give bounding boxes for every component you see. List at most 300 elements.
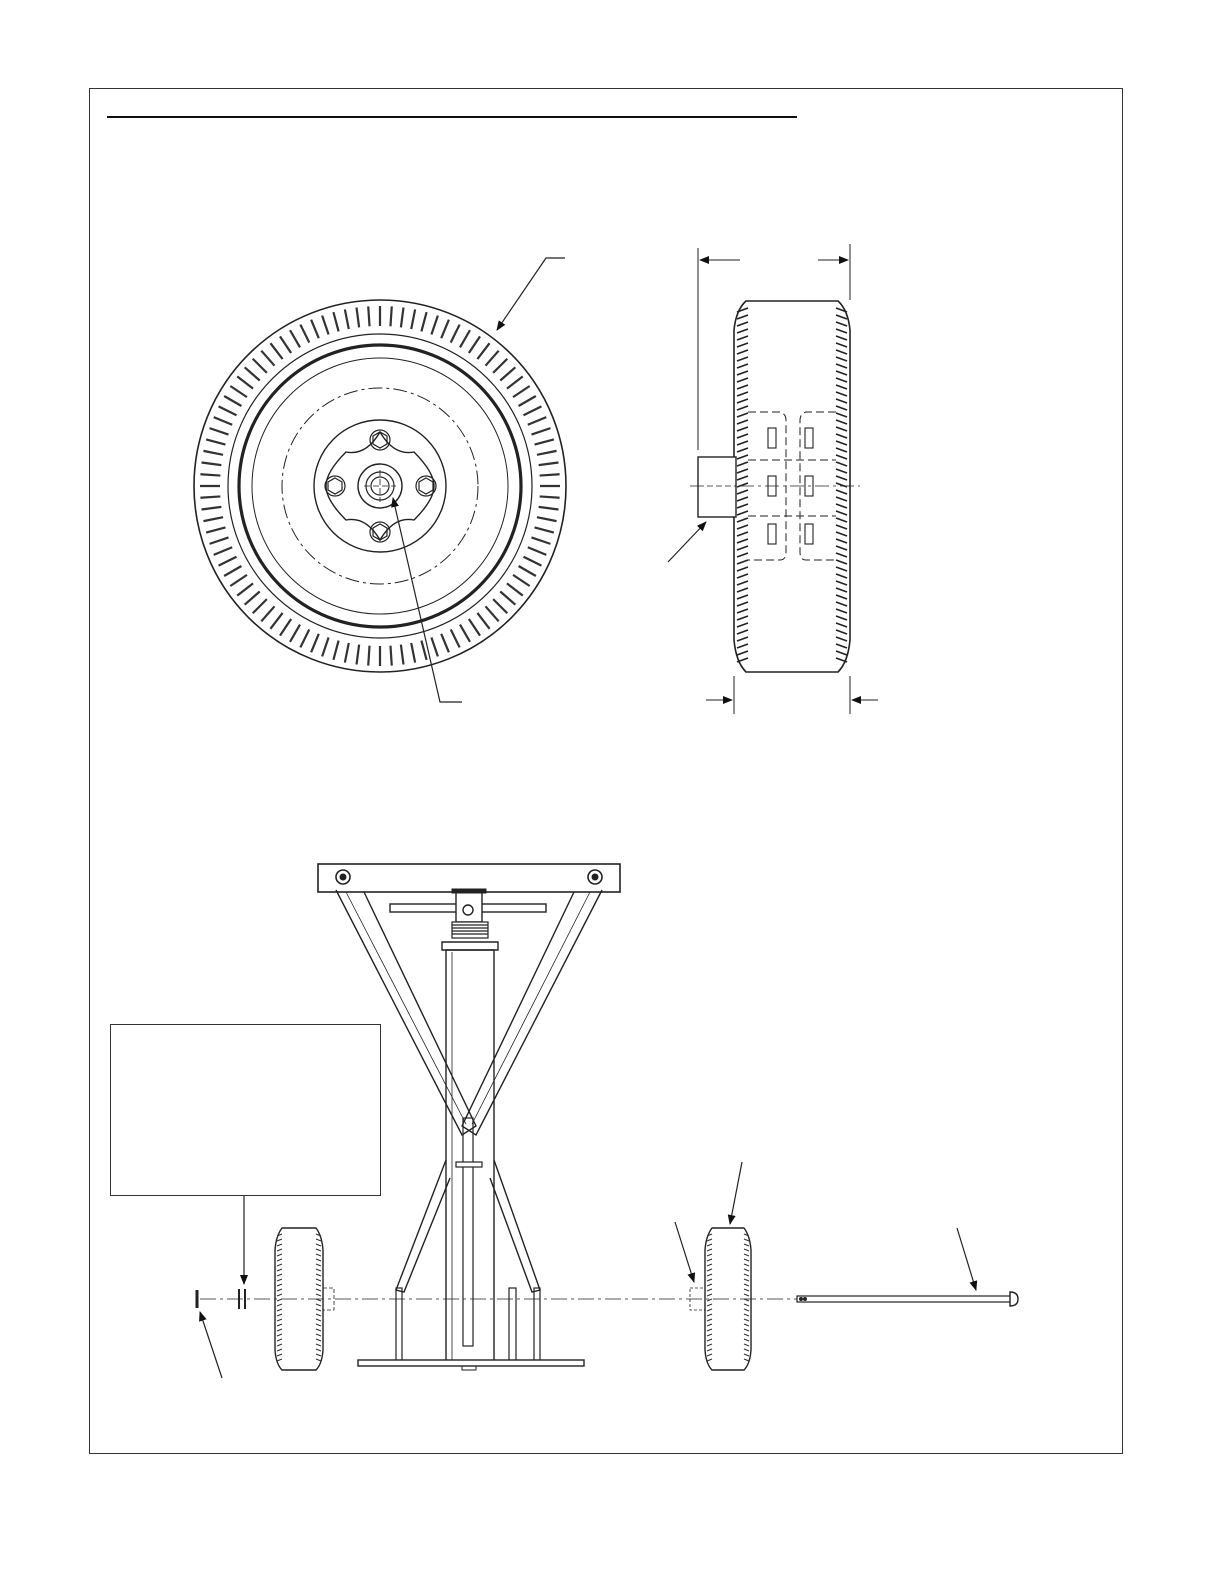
hub-outer — [314, 420, 446, 552]
wheel-tread-groove — [316, 1359, 321, 1361]
wheel-tread-groove — [277, 1289, 282, 1291]
tread-groove — [485, 351, 498, 366]
wheel-tread-groove — [707, 1239, 712, 1241]
side-tread-groove — [836, 644, 847, 648]
wheel-tread-groove — [316, 1254, 321, 1256]
tread-groove — [261, 606, 274, 621]
side-tread-groove — [836, 399, 847, 403]
wheel-tread-groove — [707, 1259, 712, 1261]
tread-groove — [311, 320, 319, 338]
tread-groove — [528, 417, 546, 425]
bushing-leader — [668, 522, 706, 562]
wheel-tread-groove — [707, 1289, 712, 1291]
wheel-tread-groove — [277, 1344, 282, 1346]
side-tread-groove — [737, 560, 748, 564]
side-tread-groove — [737, 644, 748, 648]
tread-groove — [535, 527, 554, 532]
tread-groove — [245, 591, 260, 604]
side-tread-groove — [836, 385, 847, 389]
tread-groove — [333, 641, 338, 660]
base-plate — [358, 1360, 584, 1366]
wheel-tread-groove — [277, 1314, 282, 1316]
wheel-tread-groove — [316, 1289, 321, 1291]
side-tread-groove — [836, 595, 847, 599]
tread-groove — [540, 474, 560, 475]
wheel-tread-groove — [316, 1249, 321, 1251]
wheel-tread-groove — [744, 1314, 749, 1316]
side-tread-groove — [836, 539, 847, 543]
side-tread-groove — [836, 511, 847, 515]
side-tread-groove — [836, 406, 847, 410]
wheel-tread-groove — [744, 1249, 749, 1251]
side-tread-groove — [737, 651, 748, 655]
tread-groove — [431, 316, 437, 335]
tread-groove — [460, 625, 470, 642]
tire-inner-edge — [228, 334, 532, 638]
side-tread-groove — [836, 609, 847, 613]
wheel-tread-groove — [277, 1334, 282, 1336]
side-tread-groove — [737, 539, 748, 543]
side-tread-groove — [836, 525, 847, 529]
crank-head — [456, 892, 482, 922]
side-tread-groove — [836, 651, 847, 655]
tire-side-profile — [734, 301, 850, 672]
side-tread-groove — [836, 371, 847, 375]
side-tread-groove — [737, 602, 748, 606]
side-tread-groove — [737, 595, 748, 599]
wheel-tread-groove — [277, 1329, 282, 1331]
wheel-tread-groove — [316, 1269, 321, 1271]
tread-groove — [539, 463, 559, 466]
tread-groove — [469, 336, 480, 353]
wheel-tread-groove — [744, 1349, 749, 1351]
tread-groove — [311, 634, 319, 652]
wheel-tread-groove — [316, 1264, 321, 1266]
wheel-tread-groove — [744, 1304, 749, 1306]
wheel-tread-groove — [277, 1354, 282, 1356]
tread-groove — [513, 386, 530, 397]
side-tread-groove — [836, 553, 847, 557]
wheel-tread-groove — [316, 1329, 321, 1331]
wheel-tread-groove — [316, 1239, 321, 1241]
side-tread-groove — [737, 504, 748, 508]
side-tread-groove — [836, 350, 847, 354]
side-tread-groove — [836, 469, 847, 473]
wheel-tread-groove — [277, 1324, 282, 1326]
tread-groove — [245, 367, 260, 380]
wheel-tread-groove — [744, 1264, 749, 1266]
tread-groove — [421, 312, 426, 331]
side-tread-groove — [836, 462, 847, 466]
side-tread-groove — [836, 581, 847, 585]
wheel-tread-groove — [316, 1284, 321, 1286]
hub-bolt — [416, 476, 436, 496]
side-tread-groove — [737, 343, 748, 347]
wheel-tread-groove — [707, 1254, 712, 1256]
side-tread-groove — [737, 420, 748, 424]
side-tread-groove — [836, 504, 847, 508]
wheel-tread-groove — [277, 1304, 282, 1306]
side-tread-groove — [737, 581, 748, 585]
side-tread-groove — [836, 532, 847, 536]
side-tread-groove — [836, 434, 847, 438]
side-tread-groove — [737, 616, 748, 620]
tire-tread — [200, 306, 560, 666]
wheel-tread-groove — [707, 1269, 712, 1271]
tread-groove — [532, 428, 551, 434]
tread-groove — [357, 645, 360, 665]
rim-inner — [252, 358, 508, 614]
tread-groove — [261, 351, 274, 366]
wheel-tread-groove — [277, 1239, 282, 1241]
tread-groove — [214, 547, 232, 555]
side-tread-groove — [836, 637, 847, 641]
tread-groove — [411, 643, 415, 663]
wheel-tread-groove — [707, 1334, 712, 1336]
side-tread-groove — [737, 385, 748, 389]
side-tread-groove — [836, 476, 847, 480]
wheel-tread-groove — [707, 1339, 712, 1341]
wheel-tread-groove — [707, 1319, 712, 1321]
side-tread-groove — [737, 476, 748, 480]
wheel-tread-groove — [277, 1309, 282, 1311]
side-tread-groove — [737, 630, 748, 634]
tread-groove — [537, 451, 557, 455]
wheel-leader — [730, 1162, 742, 1224]
side-tread-groove — [737, 336, 748, 340]
tread-groove — [219, 557, 237, 566]
side-tread-groove — [737, 448, 748, 452]
tread-groove — [280, 619, 291, 636]
side-tread-groove — [737, 413, 748, 417]
wheel-tread-groove — [316, 1349, 321, 1351]
tread-groove — [441, 320, 449, 338]
wheel-tread-groove — [707, 1284, 712, 1286]
tire-side-tread — [737, 308, 847, 662]
tread-groove — [532, 537, 551, 543]
tread-groove — [451, 629, 460, 647]
side-tread-groove — [737, 469, 748, 473]
wheel-tread-groove — [277, 1264, 282, 1266]
side-tread-groove — [836, 448, 847, 452]
tread-groove — [203, 517, 223, 521]
tread-groove — [253, 359, 267, 373]
side-tread-groove — [836, 441, 847, 445]
tread-groove — [237, 583, 253, 595]
side-tread-groove — [737, 532, 748, 536]
jack-column — [446, 950, 494, 1365]
wheel-tread-groove — [277, 1284, 282, 1286]
tread-groove — [539, 507, 559, 510]
wheel-tread-groove — [707, 1359, 712, 1361]
tread-groove — [390, 646, 391, 666]
wheel-tread-groove — [707, 1354, 712, 1356]
wheel-tread-groove — [277, 1269, 282, 1271]
spacer-leader — [675, 1222, 694, 1282]
wheel-tread-groove — [744, 1354, 749, 1356]
tread-groove — [333, 312, 338, 331]
axle-pin-leader — [957, 1228, 976, 1290]
wheel-tread-groove — [707, 1274, 712, 1276]
wheel-tread-groove — [277, 1249, 282, 1251]
hub-bolt — [325, 476, 345, 496]
side-tread-groove — [737, 364, 748, 368]
tread-groove — [519, 396, 536, 406]
side-tread-groove — [836, 560, 847, 564]
tread-groove — [300, 325, 309, 343]
axle-bushing — [698, 457, 736, 517]
tread-groove — [513, 575, 530, 586]
tread-groove — [270, 343, 282, 359]
tread-groove — [203, 451, 223, 455]
tread-groove — [390, 306, 391, 326]
wheel-tread-groove — [316, 1354, 321, 1356]
side-tread-groove — [737, 623, 748, 627]
tread-groove — [202, 507, 222, 510]
wheel-tread-groove — [744, 1344, 749, 1346]
wheel-tread-groove — [277, 1299, 282, 1301]
wheel-tread-groove — [744, 1244, 749, 1246]
tire-leader — [497, 258, 565, 330]
tread-groove — [441, 634, 449, 652]
hub-leader — [393, 498, 462, 702]
tire-outer — [194, 300, 566, 672]
wheel-tread-groove — [277, 1254, 282, 1256]
wheel-tread-groove — [744, 1289, 749, 1291]
side-tread-groove — [737, 546, 748, 550]
brace-left — [396, 1160, 450, 1292]
wheel-tread-groove — [277, 1294, 282, 1296]
wheel-tread-groove — [316, 1344, 321, 1346]
tread-groove — [270, 613, 282, 629]
wheel-tread-groove — [316, 1334, 321, 1336]
tread-groove — [368, 306, 369, 326]
tread-groove — [421, 641, 426, 660]
wheel-tread-groove — [744, 1319, 749, 1321]
tread-groove — [460, 330, 470, 347]
clip-leader — [200, 1312, 222, 1378]
side-tread-groove — [836, 336, 847, 340]
tread-groove — [224, 396, 241, 406]
wheel-tread-groove — [744, 1254, 749, 1256]
side-tread-groove — [737, 371, 748, 375]
wheel-tread-groove — [744, 1269, 749, 1271]
wheel-tread-groove — [744, 1239, 749, 1241]
tread-groove — [206, 439, 225, 444]
wheel-tread-groove — [316, 1309, 321, 1311]
wheel-tread-groove — [707, 1309, 712, 1311]
jack-exploded-view — [197, 864, 1018, 1378]
wheel-tread-groove — [744, 1339, 749, 1341]
tread-groove — [206, 527, 225, 532]
wheel-tread-groove — [316, 1294, 321, 1296]
tread-groove — [357, 308, 360, 328]
side-tread-groove — [737, 399, 748, 403]
tread-groove — [500, 591, 515, 604]
wheel-tread-groove — [744, 1274, 749, 1276]
tread-groove — [230, 386, 247, 397]
tread-groove — [523, 557, 541, 566]
screw-thread — [452, 922, 488, 938]
wheel-tread-groove — [707, 1304, 712, 1306]
tread-groove — [202, 463, 222, 466]
side-tread-groove — [836, 546, 847, 550]
wheel-tread-groove — [277, 1259, 282, 1261]
tread-groove — [523, 406, 541, 415]
side-tread-groove — [737, 434, 748, 438]
wheel-tread-groove — [277, 1274, 282, 1276]
side-tread-groove — [836, 490, 847, 494]
wheel-tread-groove — [277, 1339, 282, 1341]
tread-groove — [322, 638, 328, 657]
tread-groove — [290, 625, 300, 642]
side-tread-groove — [836, 602, 847, 606]
side-tread-groove — [836, 413, 847, 417]
tread-groove — [493, 599, 507, 613]
side-tread-groove — [836, 357, 847, 361]
tread-groove — [210, 537, 229, 543]
wheel-tread-groove — [277, 1359, 282, 1361]
wheel-tread-groove — [707, 1324, 712, 1326]
side-tread-groove — [737, 511, 748, 515]
tread-groove — [431, 638, 437, 657]
side-tread-groove — [737, 455, 748, 459]
side-tread-groove — [836, 329, 847, 333]
tread-groove — [230, 575, 247, 586]
tread-groove — [290, 330, 300, 347]
side-tread-groove — [836, 343, 847, 347]
side-tread-groove — [836, 623, 847, 627]
tread-groove — [485, 606, 498, 621]
wheel-tread-groove — [744, 1279, 749, 1281]
side-tread-groove — [836, 315, 847, 319]
wheel-tread-groove — [744, 1259, 749, 1261]
side-tread-groove — [737, 427, 748, 431]
tread-groove — [237, 376, 253, 388]
tread-groove — [219, 406, 237, 415]
side-tread-groove — [737, 441, 748, 445]
tread-groove — [345, 643, 349, 663]
tread-groove — [253, 599, 267, 613]
wheel-tread-groove — [316, 1259, 321, 1261]
tread-groove — [401, 308, 404, 328]
tread-groove — [535, 439, 554, 444]
wheel-tread-groove — [277, 1244, 282, 1246]
wheel-tread-groove — [744, 1329, 749, 1331]
side-tread-groove — [737, 350, 748, 354]
side-tread-groove — [836, 322, 847, 326]
wheel-tread-groove — [316, 1244, 321, 1246]
wheel-tread-groove — [316, 1304, 321, 1306]
side-tread-groove — [737, 637, 748, 641]
side-tread-groove — [836, 392, 847, 396]
side-tread-groove — [836, 630, 847, 634]
wheel-tread-groove — [277, 1319, 282, 1321]
wheel-tread-groove — [744, 1334, 749, 1336]
side-tread-groove — [737, 525, 748, 529]
rim-outer — [239, 345, 521, 627]
wheel-tread-groove — [707, 1249, 712, 1251]
rim-dashed — [282, 388, 478, 584]
side-tread-groove — [737, 378, 748, 382]
side-tread-groove — [737, 406, 748, 410]
tread-groove — [451, 325, 460, 343]
side-tread-groove — [836, 378, 847, 382]
wheel-tread-groove — [707, 1264, 712, 1266]
side-tread-groove — [836, 497, 847, 501]
tread-groove — [210, 428, 229, 434]
wheel-tread-groove — [707, 1314, 712, 1316]
axle-pin — [797, 1296, 1011, 1302]
side-tread-groove — [737, 357, 748, 361]
wheel-tread-groove — [277, 1349, 282, 1351]
tread-groove — [200, 474, 220, 475]
wheel-tread-groove — [707, 1349, 712, 1351]
lock-pin — [456, 1162, 482, 1167]
tread-groove — [368, 646, 369, 666]
jack-column-top — [442, 942, 498, 950]
wheel-tread-groove — [277, 1279, 282, 1281]
side-tread-groove — [737, 315, 748, 319]
wheel-tread-groove — [316, 1324, 321, 1326]
side-tread-groove — [737, 588, 748, 592]
axle-bore-mid — [366, 472, 394, 500]
wheel-tread-groove — [744, 1294, 749, 1296]
side-tread-groove — [836, 588, 847, 592]
wheel-tread-groove — [316, 1314, 321, 1316]
side-tread-groove — [836, 420, 847, 424]
tread-groove — [528, 547, 546, 555]
wheel-tread-groove — [707, 1329, 712, 1331]
side-tread-groove — [737, 490, 748, 494]
side-tread-groove — [737, 553, 748, 557]
side-tread-groove — [737, 567, 748, 571]
side-tread-groove — [836, 616, 847, 620]
tread-groove — [493, 359, 507, 373]
wheel-tread-groove — [744, 1309, 749, 1311]
tread-groove — [411, 309, 415, 329]
column-slot — [463, 1118, 473, 1346]
tread-groove — [322, 316, 328, 335]
wheel-tread-groove — [316, 1339, 321, 1341]
side-tread-groove — [737, 497, 748, 501]
tread-groove — [540, 496, 560, 497]
wheel-tread-groove — [707, 1279, 712, 1281]
tread-groove — [280, 336, 291, 353]
side-tread-groove — [737, 462, 748, 466]
side-tread-groove — [836, 574, 847, 578]
wheel-tread-groove — [316, 1319, 321, 1321]
side-tread-groove — [836, 427, 847, 431]
tread-groove — [519, 566, 536, 576]
wheel-side-view — [668, 244, 878, 714]
tread-groove — [214, 417, 232, 425]
tread-groove — [477, 613, 489, 629]
tread-groove — [224, 566, 241, 576]
wheel-tread-groove — [744, 1284, 749, 1286]
side-tread-groove — [836, 455, 847, 459]
side-tread-groove — [737, 322, 748, 326]
side-tread-groove — [836, 364, 847, 368]
wheel-tread-groove — [316, 1279, 321, 1281]
tread-groove — [200, 496, 220, 497]
side-tread-groove — [737, 574, 748, 578]
wheel-tread-groove — [707, 1244, 712, 1246]
tread-groove — [401, 645, 404, 665]
tread-groove — [300, 629, 309, 647]
side-tread-groove — [737, 392, 748, 396]
wheel-tread-groove — [707, 1344, 712, 1346]
